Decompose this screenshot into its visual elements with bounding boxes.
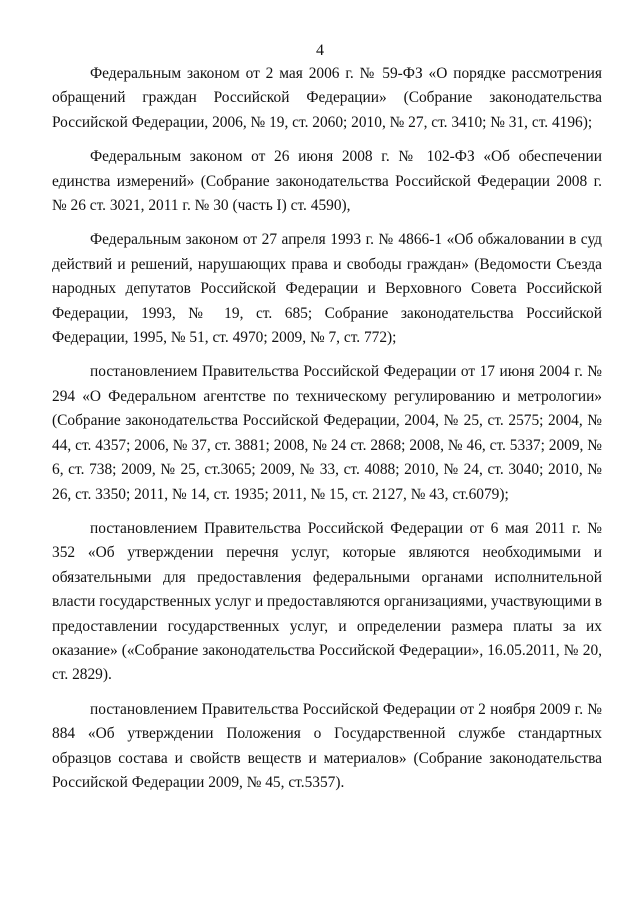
- page-number: 4: [316, 42, 324, 59]
- paragraph-resolution-294: постановлением Правительства Российской Федерации от 17 июня 2004 г. № 294 «О Федеральном агентстве по техническому регулированию и метрологии» (Собрание законодательства Российской Федерации, 2004, № 25, ст. 2575; 2004, № 44, ст. 4357; 2006, № 37, ст. 3881; 2008, № 24 ст. 2868; 2008, № 46, ст. 5337; 2009, № 6, ст. 738; 2009, № 25, ст.3065; 2009, № 33, ст. 4088; 2010, № 24, ст. 3040; 2010, № 26, ст. 3350; 2011, № 14, ст. 1935; 2011, № 15, ст. 2127, № 43, ст.6079);: [52, 363, 602, 503]
- paragraph-law-59fz: Федеральным законом от 2 мая 2006 г. № 59-ФЗ «О порядке рассмотрения обращений граждан Российской Федерации» (Собрание законодательства Российской Федерации, 2006, № 19, ст. 2060; 2010, № 27, ст. 3410; № 31, ст. 4196);: [52, 65, 602, 131]
- document-body: [52, 62, 602, 805]
- paragraph-resolution-352: постановлением Правительства Российской Федерации от 6 мая 2011 г. № 352 «Об утверждении перечня услуг, которые являются необходимыми и обязательными для предоставления федеральными органами исполнительной власти государственных услуг и предоставляются организациями, участвующими в предоставлении государственных услуг, и определении размера платы за их оказание» («Собрание законодательства Российской Федерации», 16.05.2011, № 20, ст. 2829).: [52, 519, 602, 684]
- paragraph-law-4866-1: Федеральным законом от 27 апреля 1993 г. № 4866-1 «Об обжаловании в суд действий и решений, нарушающих права и свободы граждан» (Ведомости Съезда народных депутатов Российской Федерации и Верховного Совета Российской Федерации, 1993, № 19, ст. 685; Собрание законодательства Российской Федерации, 1995, № 51, ст. 4970; 2009, № 7, ст. 772);: [52, 231, 602, 347]
- paragraph-law-102fz: Федеральным законом от 26 июня 2008 г. № 102-ФЗ «Об обеспечении единства измерений» (Собрание законодательства Российской Федерации 2008 г. № 26 ст. 3021, 2011 г. № 30 (часть I) ст. 4590),: [52, 148, 602, 215]
- paragraph-resolution-884: постановлением Правительства Российской Федерации от 2 ноября 2009 г. № 884 «Об утверждении Положения о Государственной службе стандартных образцов состава и свойств веществ и материалов» (Собрание законодательства Российской Федерации 2009, № 45, ст.5357).: [52, 700, 602, 791]
